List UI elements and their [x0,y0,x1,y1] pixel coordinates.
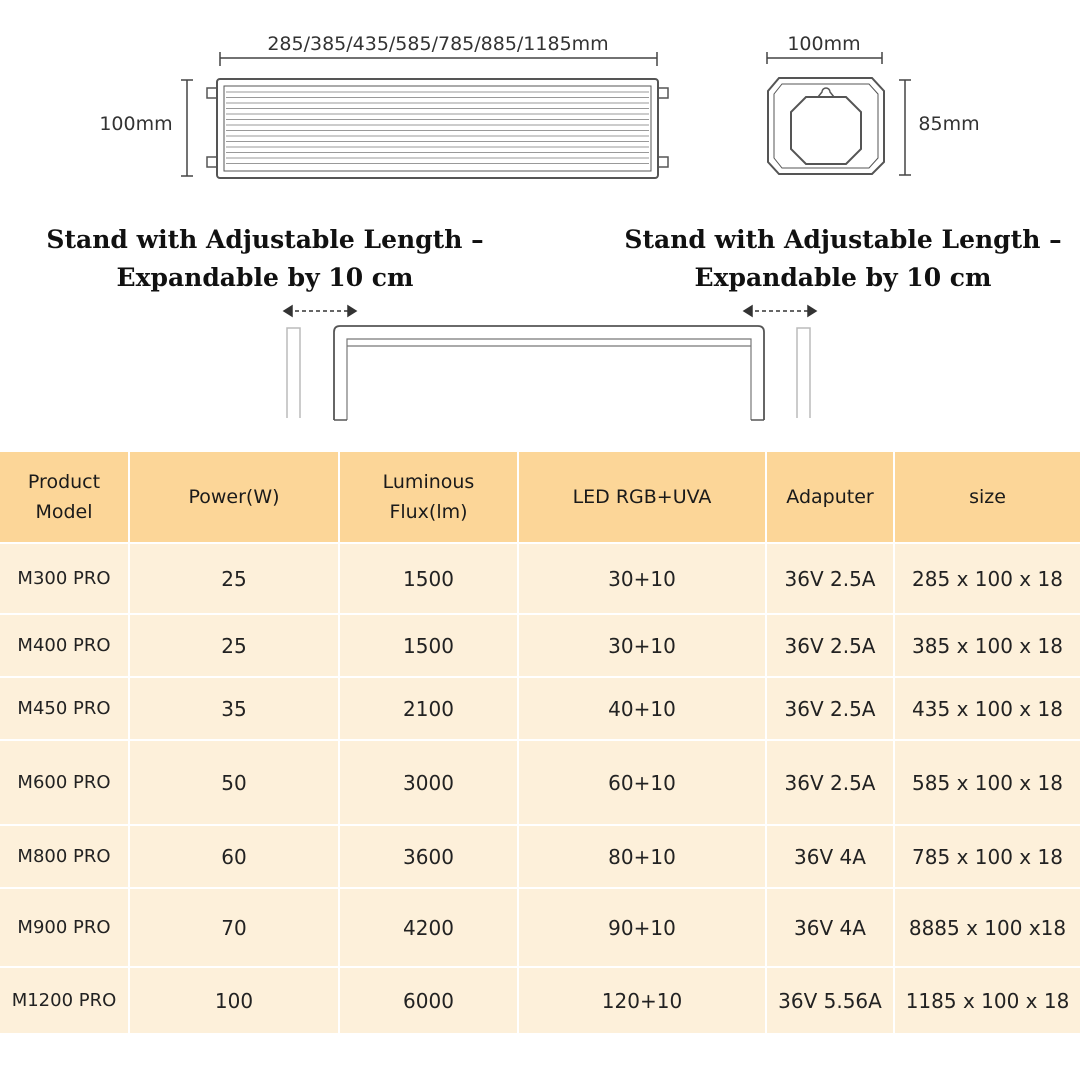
cell-size: 385 x 100 x 18 [894,614,1080,677]
cell-flux: 2100 [339,677,518,740]
table-row [0,543,1080,614]
lamp-side-profile [768,78,884,174]
cell-adapter: 36V 4A [766,825,894,888]
cell-power: 35 [129,677,339,740]
caption-right [618,221,1068,297]
header-luminous-flux-line: Luminous [382,471,475,493]
header-size-line: size [969,486,1006,508]
header-product-model-line: Product [27,471,101,493]
cell-model: M1200 PRO [0,967,129,1033]
header-led-line: LED RGB+UVA [572,486,712,508]
header-adapter [766,452,894,543]
caption-right-line-1: Stand with Adjustable Length – [624,225,1062,254]
front-height-label: 100mm [99,113,173,135]
table-row [0,888,1080,967]
cell-model: M600 PRO [0,740,129,825]
cell-adapter: 36V 2.5A [766,543,894,614]
cell-power: 25 [129,614,339,677]
cell-led: 40+10 [518,677,766,740]
caption-left-line-2: Expandable by 10 cm [116,263,414,292]
table-row [0,967,1080,1033]
cell-led: 60+10 [518,740,766,825]
cell-power: 25 [129,543,339,614]
dimension-diagram [0,0,1080,440]
cell-adapter: 36V 2.5A [766,740,894,825]
cell-size: 435 x 100 x 18 [894,677,1080,740]
cell-model: M900 PRO [0,888,129,967]
side-width-label: 100mm [787,33,861,55]
header-adapter-line: Adaputer [786,486,874,508]
cell-power: 60 [129,825,339,888]
caption-left [40,221,490,297]
cell-size: 785 x 100 x 18 [894,825,1080,888]
left-expand-arrow [284,306,356,316]
cell-power: 100 [129,967,339,1033]
cell-flux: 1500 [339,543,518,614]
cell-led: 120+10 [518,967,766,1033]
header-size [894,452,1080,543]
cell-model: M400 PRO [0,614,129,677]
cell-led: 30+10 [518,543,766,614]
cell-flux: 3000 [339,740,518,825]
header-luminous-flux-line: Flux(lm) [389,501,468,523]
cell-adapter: 36V 5.56A [766,967,894,1033]
cell-power: 70 [129,888,339,967]
cell-flux: 6000 [339,967,518,1033]
cell-adapter: 36V 4A [766,888,894,967]
front-height-dimension [181,80,193,176]
cell-led: 30+10 [518,614,766,677]
table-row [0,614,1080,677]
cell-size: 585 x 100 x 18 [894,740,1080,825]
caption-left-line-1: Stand with Adjustable Length – [46,225,484,254]
cell-flux: 3600 [339,825,518,888]
table-body [0,543,1080,1033]
cell-power: 50 [129,740,339,825]
cell-flux: 1500 [339,614,518,677]
header-led [518,452,766,543]
cell-model: M800 PRO [0,825,129,888]
header-luminous-flux [339,452,518,543]
cell-adapter: 36V 2.5A [766,614,894,677]
table-row [0,677,1080,740]
header-product-model [0,452,129,543]
cell-size: 285 x 100 x 18 [894,543,1080,614]
cell-adapter: 36V 2.5A [766,677,894,740]
stand-drawing [287,326,810,420]
spec-table [0,452,1080,1033]
cell-size: 8885 x 100 x18 [894,888,1080,967]
cell-size: 1185 x 100 x 18 [894,967,1080,1033]
cell-led: 80+10 [518,825,766,888]
right-expand-arrow [744,306,816,316]
cell-flux: 4200 [339,888,518,967]
table-row [0,740,1080,825]
cell-led: 90+10 [518,888,766,967]
caption-right-line-2: Expandable by 10 cm [694,263,992,292]
header-product-model-line: Model [35,501,93,523]
side-height-dimension [899,80,911,175]
length-label: 285/385/435/585/785/885/1185mm [267,33,609,55]
lamp-front-view [207,79,668,178]
table-row [0,825,1080,888]
header-power [129,452,339,543]
header-power-line: Power(W) [188,486,280,508]
side-height-label: 85mm [918,113,980,135]
table-header-row [0,452,1080,543]
cell-model: M300 PRO [0,543,129,614]
cell-model: M450 PRO [0,677,129,740]
